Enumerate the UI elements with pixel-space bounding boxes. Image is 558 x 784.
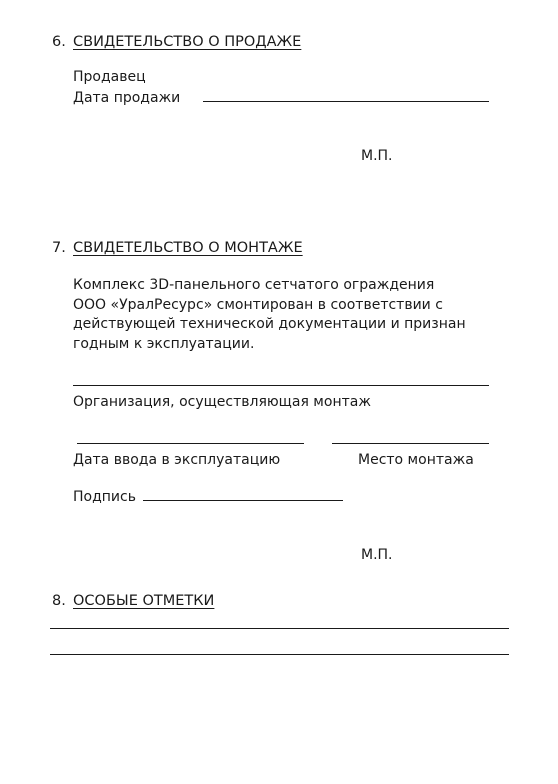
organization-label: Организация, осуществляющая монтаж (73, 394, 371, 410)
signature-line (143, 500, 343, 501)
seller-label: Продавец (73, 69, 146, 85)
stamp-placeholder-7: М.П. (361, 547, 393, 563)
installation-place-line (332, 443, 489, 444)
notes-line (50, 628, 509, 629)
statement-line: Комплекс 3D-панельного сетчатого ограждения (73, 277, 435, 293)
statement-line: действующей технической документации и признан (73, 316, 466, 332)
section-6-title: СВИДЕТЕЛЬСТВО О ПРОДАЖЕ (73, 34, 302, 50)
sale-date-label: Дата продажи (73, 90, 181, 106)
signature-label: Подпись (73, 489, 136, 505)
section-7-number: 7. (52, 240, 66, 256)
commissioning-date-line (77, 443, 304, 444)
organization-line (73, 385, 489, 386)
notes-line (50, 654, 509, 655)
section-7-title: СВИДЕТЕЛЬСТВО О МОНТАЖЕ (73, 240, 303, 256)
section-8-title: ОСОБЫЕ ОТМЕТКИ (73, 593, 215, 609)
statement-line: годным к эксплуатации. (73, 335, 255, 352)
installation-place-label: Место монтажа (358, 452, 474, 468)
statement-line: ООО «УралРесурс» смонтирован в соответствии с (73, 296, 443, 313)
stamp-placeholder-6: М.П. (361, 148, 393, 164)
sale-date-line (203, 101, 489, 102)
section-8-number: 8. (52, 593, 66, 609)
section-6-number: 6. (52, 34, 66, 50)
installation-statement (73, 276, 466, 354)
commissioning-date-label: Дата ввода в эксплуатацию (73, 452, 281, 468)
